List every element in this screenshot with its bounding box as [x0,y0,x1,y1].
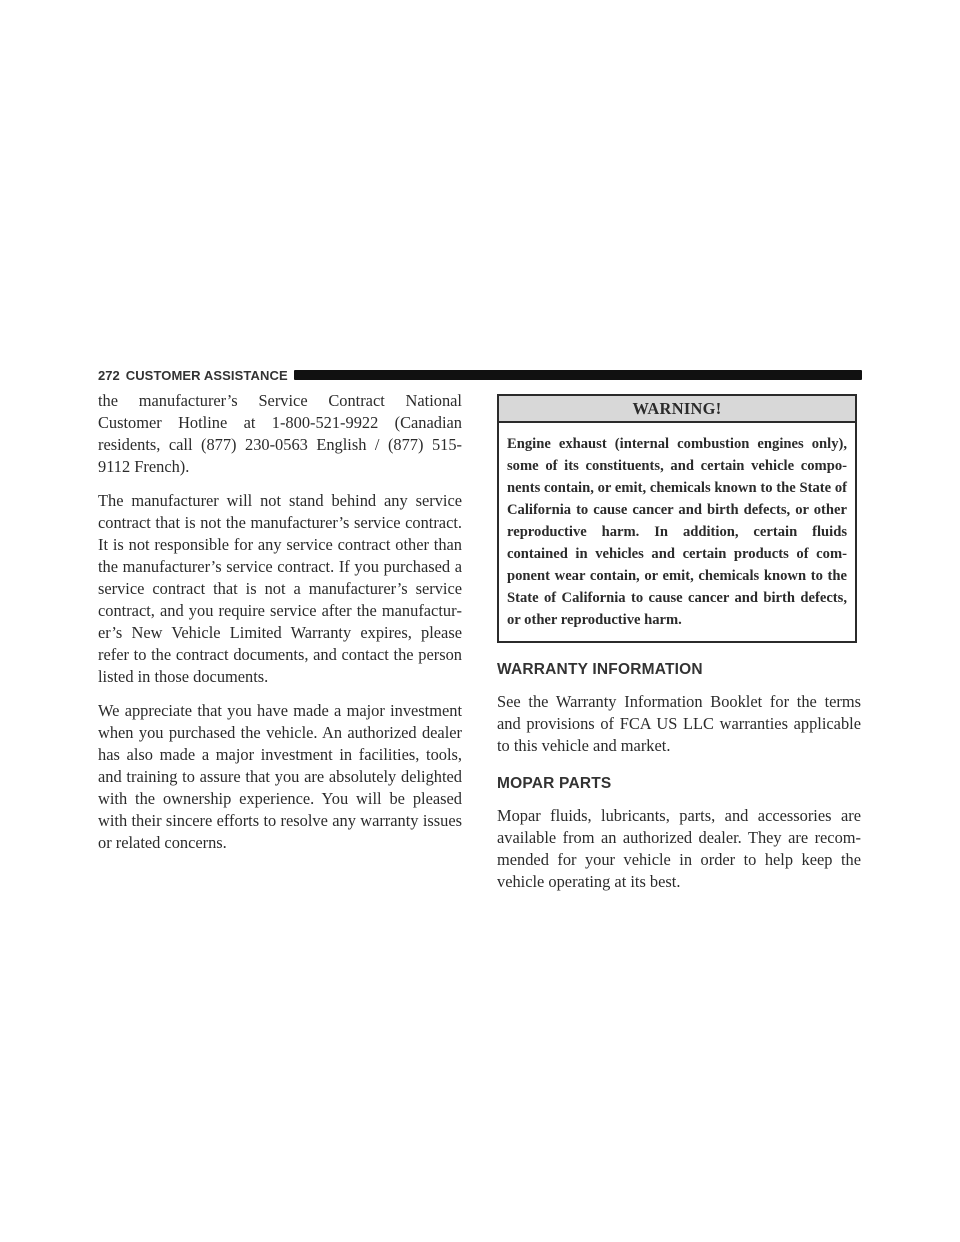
paragraph: the manufacturer’s Service Contract National Customer Hotline at 1-800-521-9922 (Canadian residents, call (877) 230-0563 English / (877) 515-9112 French). [98,391,462,476]
page-header [98,366,862,384]
right-column [497,390,861,905]
paragraph: We appreciate that you have made a major investment when you purchased the vehicle. An authorized dealer has also made a major investment in facilities, tools, and training to assure that you are absolutely delighted with the ownership experience. You will be pleased with their sincere efforts to resolve any warranty issues or related concerns. [98,701,462,852]
warning-text: Engine exhaust (internal combustion engines only), some of its constituents, and certain vehicle components contain, or emit, chemicals known to the State of California to cause cancer and birth defects, or other reproductive harm. In addition, certain fluids contained in vehicles and certain products of component wear contain, or emit, chemicals known to the State of California to cause cancer and birth defects, or other reproductive harm. [507,436,847,628]
paragraph: The manufacturer will not stand behind any service contract that is not the manufacturer’s service contract. It is not responsible for any service contract other than the manufacturer’s service contract. If you purchased a service contract that is not a manufacturer’s service contract, and you require service after the manufacturer’s New Vehicle Limited Warranty expires, please refer to the contract documents, and contact the person listed in those documents. [98,491,462,686]
header-rule [294,370,862,380]
page-number: 272 [98,367,120,383]
section-heading-warranty: WARRANTY INFORMATION [497,661,703,678]
warning-title: WARNING! [499,396,855,423]
section-title: CUSTOMER ASSISTANCE [125,367,288,383]
warning-box [497,394,857,643]
left-column [98,390,462,866]
paragraph: See the Warranty Information Booklet for the terms and provisions of FCA US LLC warranties applicable to this vehicle and market. [497,692,861,755]
paragraph: Mopar fluids, lubricants, parts, and accessories are available from an authorized dealer. They are recommended for your vehicle in order to help keep the vehicle operating at its best. [497,806,861,891]
section-heading-mopar: MOPAR PARTS [497,775,612,792]
